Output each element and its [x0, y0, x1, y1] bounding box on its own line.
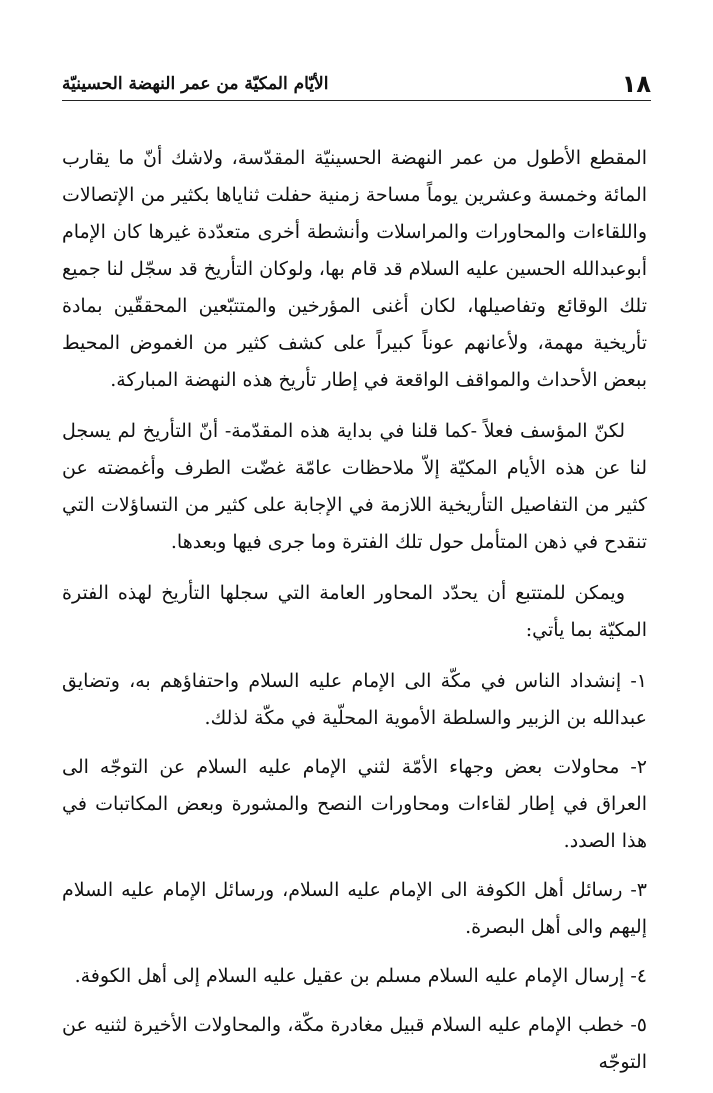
- paragraph-2: لكنّ المؤسف فعلاً -كما قلنا في بداية هذه المقدّمة- أنّ التأريخ لم يسجل لنا عن هذه الأيام المكيّة إلاّ ملاحظات عامّة غضّت الطرف وأغمضته عن كثير من التفاصيل التأريخية اللازمة في الإجابة على كثير من التساؤلات التي تنقدح في ذهن المتأمل حول تلك الفترة وما جرى فيها وبعدها.: [62, 420, 647, 553]
- list-item-5: ٥- خطب الإمام عليه السلام قبيل مغادرة مكّة، والمحاولات الأخيرة لثنيه عن التوجّه: [62, 1014, 647, 1073]
- paragraph-1: المقطع الأطول من عمر النهضة الحسينيّة المقدّسة، ولاشك أنّ ما يقارب المائة وخمسة وعشرين يوماً مساحة زمنية حفلت ثناياها بكثير من الإتصالات واللقاءات والمحاورات والمراسلات وأنشطة أخرى متعدّدة غيرها كان الإمام أبوعبدالله الحسين عليه السلام قد قام بها، ولوكان التأريخ قد سجّل لنا جميع تلك الوقائع وتفاصيلها، لكان أغنى المؤرخين والمتتبّعين المحققّين بمادة تأريخية مهمة، ولأعانهم عوناً كبيراً على كشف كثير من الغموض المحيط ببعض الأحداث والمواقف الواقعة في إطار تأريخ هذه النهضة المباركة.: [62, 147, 647, 391]
- body-text: [62, 140, 647, 1093]
- page-number: ١٨: [621, 70, 651, 98]
- list-item-4: ٤- إرسال الإمام عليه السلام مسلم بن عقيل عليه السلام إلى أهل الكوفة.: [74, 965, 647, 987]
- paragraph-3: ويمكن للمتتبع أن يحدّد المحاور العامة التي سجلها التأريخ لهذه الفترة المكيّة بما يأتي:: [62, 582, 647, 641]
- list-item-2: ٢- محاولات بعض وجهاء الأمّة لثني الإمام عليه السلام عن التوجّه الى العراق في إطار لقاءات ومحاورات النصح والمشورة وبعض المكاتبات في هذا الصدد.: [62, 756, 647, 852]
- list-item-1: ١- إنشداد الناس في مكّة الى الإمام عليه السلام واحتفاؤهم به، وتضايق عبدالله بن الزبير والسلطة الأموية المحلّية في مكّة لذلك.: [62, 670, 647, 729]
- page-header: [62, 68, 651, 101]
- running-title: الأيّام المكيّة من عمر النهضة الحسينيّة: [62, 74, 329, 94]
- list-item-3: ٣- رسائل أهل الكوفة الى الإمام عليه السلام، ورسائل الإمام عليه السلام إليهم والى أهل البصرة.: [62, 879, 647, 938]
